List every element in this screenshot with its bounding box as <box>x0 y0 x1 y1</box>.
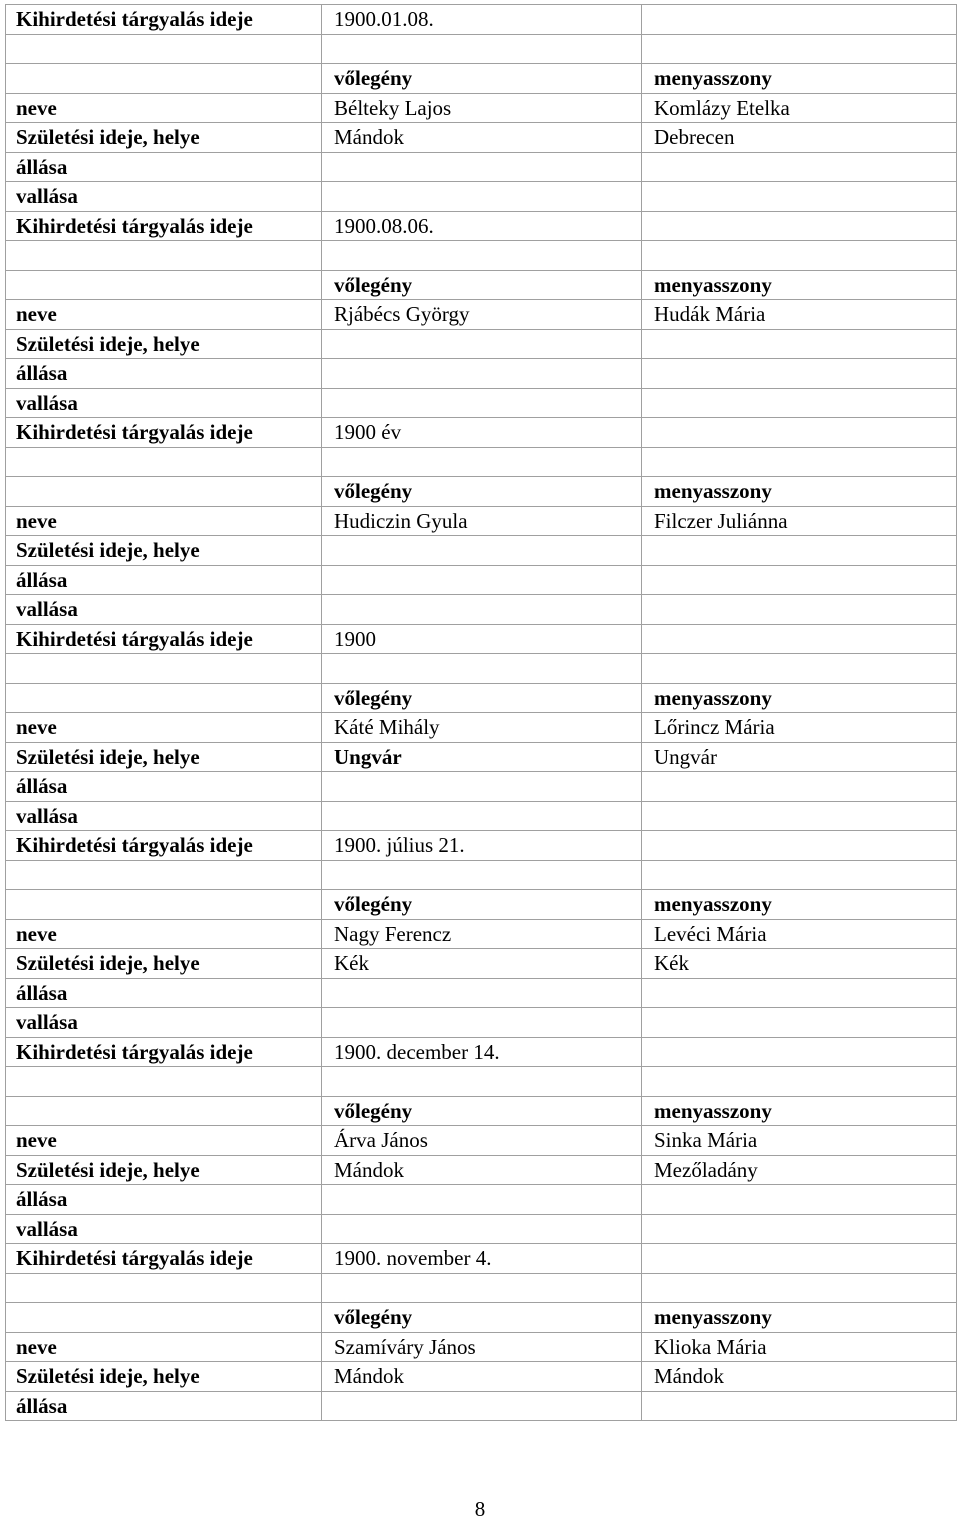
bride-header: menyasszony <box>642 1096 957 1126</box>
groom-birth: Mándok <box>322 123 642 153</box>
groom-header: vőlegény <box>322 1096 642 1126</box>
groom-header: vőlegény <box>322 890 642 920</box>
spacer-row <box>6 241 957 271</box>
announcement-date: 1900 év <box>322 418 642 448</box>
bride-name: Sinka Mária <box>642 1126 957 1156</box>
religion-label: vallása <box>6 1008 322 1038</box>
announcement-row <box>6 211 957 241</box>
bride-birth: Ungvár <box>642 742 957 772</box>
name-label: neve <box>6 1126 322 1156</box>
name-row <box>6 93 957 123</box>
header-row <box>6 1096 957 1126</box>
announcement-row <box>6 418 957 448</box>
bride-name: Levéci Mária <box>642 919 957 949</box>
occupation-label: állása <box>6 978 322 1008</box>
announcement-label: Kihirdetési tárgyalás ideje <box>6 418 322 448</box>
header-row <box>6 64 957 94</box>
page-number: 8 <box>474 1497 486 1521</box>
name-label: neve <box>6 713 322 743</box>
birth-label: Születési ideje, helye <box>6 742 322 772</box>
name-row <box>6 300 957 330</box>
name-label: neve <box>6 93 322 123</box>
announcement-date: 1900.08.06. <box>322 211 642 241</box>
religion-row <box>6 1008 957 1038</box>
religion-label: vallása <box>6 801 322 831</box>
religion-row <box>6 388 957 418</box>
occupation-row <box>6 152 957 182</box>
announcement-label: Kihirdetési tárgyalás ideje <box>6 5 322 35</box>
birth-label: Születési ideje, helye <box>6 123 322 153</box>
occupation-row <box>6 1185 957 1215</box>
announcement-date: 1900. november 4. <box>322 1244 642 1274</box>
header-row <box>6 683 957 713</box>
birth-label: Születési ideje, helye <box>6 1155 322 1185</box>
birth-label: Születési ideje, helye <box>6 329 322 359</box>
groom-header: vőlegény <box>322 64 642 94</box>
announcement-row <box>6 1244 957 1274</box>
birth-row <box>6 1155 957 1185</box>
religion-label: vallása <box>6 388 322 418</box>
occupation-label: állása <box>6 1185 322 1215</box>
bride-header: menyasszony <box>642 270 957 300</box>
groom-name: Káté Mihály <box>322 713 642 743</box>
religion-label: vallása <box>6 595 322 625</box>
groom-name: Rjábécs György <box>322 300 642 330</box>
bride-header: menyasszony <box>642 1303 957 1333</box>
bride-name: Hudák Mária <box>642 300 957 330</box>
groom-birth: Mándok <box>322 1362 642 1392</box>
occupation-row <box>6 772 957 802</box>
birth-label: Születési ideje, helye <box>6 949 322 979</box>
bride-name: Komlázy Etelka <box>642 93 957 123</box>
religion-label: vallása <box>6 1214 322 1244</box>
groom-name: Árva János <box>322 1126 642 1156</box>
name-label: neve <box>6 919 322 949</box>
groom-name: Hudiczin Gyula <box>322 506 642 536</box>
occupation-row <box>6 359 957 389</box>
announcement-row <box>6 1037 957 1067</box>
groom-header: vőlegény <box>322 683 642 713</box>
groom-birth: Ungvár <box>322 742 642 772</box>
groom-header: vőlegény <box>322 270 642 300</box>
name-row <box>6 919 957 949</box>
birth-row <box>6 742 957 772</box>
bride-header: menyasszony <box>642 477 957 507</box>
bride-name: Klioka Mária <box>642 1332 957 1362</box>
occupation-label: állása <box>6 1391 322 1421</box>
header-row <box>6 270 957 300</box>
bride-header: menyasszony <box>642 64 957 94</box>
spacer-row <box>6 654 957 684</box>
header-row <box>6 477 957 507</box>
bride-birth: Mándok <box>642 1362 957 1392</box>
announcement-label: Kihirdetési tárgyalás ideje <box>6 1244 322 1274</box>
religion-row <box>6 1214 957 1244</box>
birth-row <box>6 329 957 359</box>
birth-row <box>6 1362 957 1392</box>
groom-birth: Kék <box>322 949 642 979</box>
occupation-label: állása <box>6 359 322 389</box>
occupation-label: állása <box>6 565 322 595</box>
spacer-row <box>6 1273 957 1303</box>
occupation-row <box>6 565 957 595</box>
bride-header: menyasszony <box>642 683 957 713</box>
spacer-row <box>6 34 957 64</box>
spacer-row <box>6 447 957 477</box>
religion-row <box>6 595 957 625</box>
bride-birth: Kék <box>642 949 957 979</box>
spacer-row <box>6 1067 957 1097</box>
name-label: neve <box>6 300 322 330</box>
register-sheet <box>5 4 957 1421</box>
bride-name: Filczer Juliánna <box>642 506 957 536</box>
birth-label: Születési ideje, helye <box>6 536 322 566</box>
name-row <box>6 506 957 536</box>
groom-birth: Mándok <box>322 1155 642 1185</box>
bride-birth: Debrecen <box>642 123 957 153</box>
name-row <box>6 713 957 743</box>
groom-header: vőlegény <box>322 477 642 507</box>
occupation-label: állása <box>6 772 322 802</box>
announcement-date: 1900. december 14. <box>322 1037 642 1067</box>
announcement-date: 1900.01.08. <box>322 5 642 35</box>
bride-birth: Mezőladány <box>642 1155 957 1185</box>
bride-header: menyasszony <box>642 890 957 920</box>
name-label: neve <box>6 1332 322 1362</box>
announcement-label: Kihirdetési tárgyalás ideje <box>6 211 322 241</box>
name-label: neve <box>6 506 322 536</box>
birth-row <box>6 536 957 566</box>
announcement-date: 1900 <box>322 624 642 654</box>
groom-name: Bélteky Lajos <box>322 93 642 123</box>
birth-label: Születési ideje, helye <box>6 1362 322 1392</box>
header-row <box>6 1303 957 1333</box>
religion-label: vallása <box>6 182 322 212</box>
religion-row <box>6 801 957 831</box>
occupation-row <box>6 978 957 1008</box>
announcement-label: Kihirdetési tárgyalás ideje <box>6 1037 322 1067</box>
groom-header: vőlegény <box>322 1303 642 1333</box>
marriage-register-table <box>5 4 957 1421</box>
bride-name: Lőrincz Mária <box>642 713 957 743</box>
groom-name: Szamíváry János <box>322 1332 642 1362</box>
announcement-row <box>6 624 957 654</box>
announcement-date: 1900. július 21. <box>322 831 642 861</box>
birth-row <box>6 949 957 979</box>
occupation-label: állása <box>6 152 322 182</box>
birth-row <box>6 123 957 153</box>
name-row <box>6 1126 957 1156</box>
header-row <box>6 890 957 920</box>
announcement-row <box>6 831 957 861</box>
spacer-row <box>6 860 957 890</box>
groom-name: Nagy Ferencz <box>322 919 642 949</box>
name-row <box>6 1332 957 1362</box>
religion-row <box>6 182 957 212</box>
announcement-label: Kihirdetési tárgyalás ideje <box>6 624 322 654</box>
announcement-label: Kihirdetési tárgyalás ideje <box>6 831 322 861</box>
occupation-row <box>6 1391 957 1421</box>
announcement-row <box>6 5 957 35</box>
